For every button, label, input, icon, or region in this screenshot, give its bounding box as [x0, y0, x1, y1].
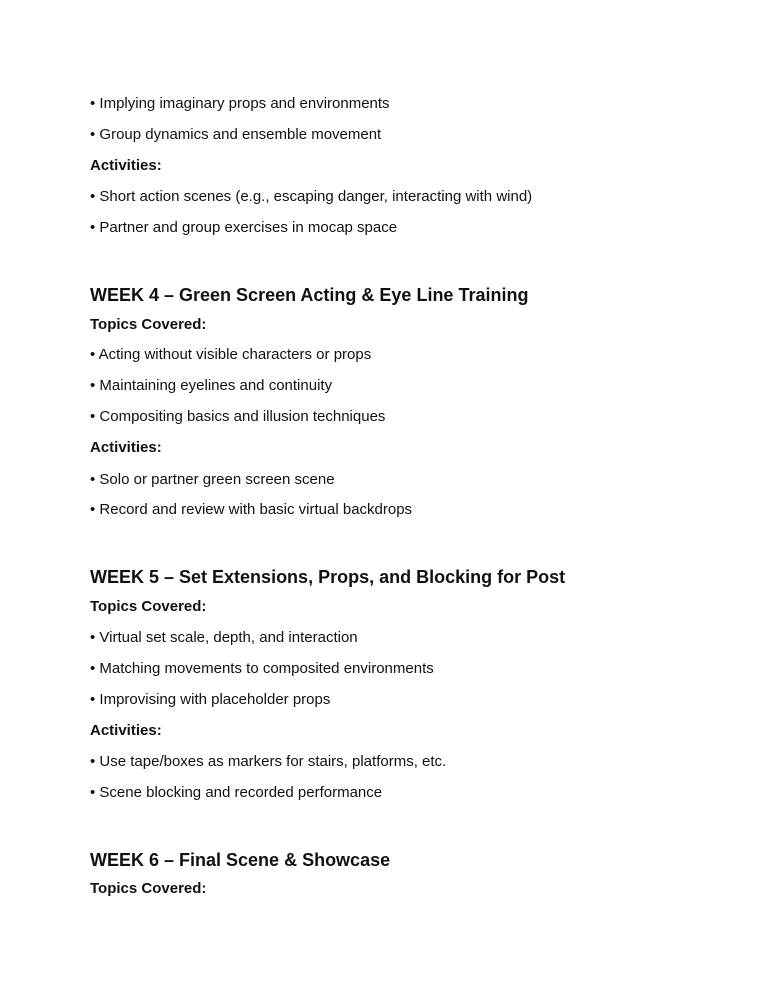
week-6-heading: WEEK 6 – Final Scene & Showcase — [90, 850, 391, 870]
activities-label: Activities: — [90, 157, 162, 174]
activity-bullet: • Record and review with basic virtual backdrops — [90, 501, 413, 518]
topic-bullet: • Implying imaginary props and environments — [90, 95, 390, 112]
topics-label: Topics Covered: — [90, 880, 207, 897]
topic-bullet: • Maintaining eyelines and continuity — [90, 377, 333, 394]
week-4-heading: WEEK 4 – Green Screen Acting & Eye Line Training — [90, 285, 529, 305]
activity-bullet: • Use tape/boxes as markers for stairs, platforms, etc. — [90, 753, 447, 770]
topics-label: Topics Covered: — [90, 598, 207, 615]
topics-label: Topics Covered: — [90, 316, 207, 333]
activity-bullet: • Solo or partner green screen scene — [90, 471, 335, 488]
topic-bullet: • Acting without visible characters or props — [90, 346, 372, 363]
activities-label: Activities: — [90, 439, 162, 456]
activity-bullet: • Short action scenes (e.g., escaping danger, interacting with wind) — [90, 188, 533, 205]
topic-bullet: • Compositing basics and illusion techniques — [90, 408, 386, 425]
topic-bullet: • Virtual set scale, depth, and interaction — [90, 629, 358, 646]
topic-bullet: • Improvising with placeholder props — [90, 691, 331, 708]
week-5-heading: WEEK 5 – Set Extensions, Props, and Blocking for Post — [90, 567, 566, 587]
activity-bullet: • Scene blocking and recorded performance — [90, 784, 383, 801]
topic-bullet: • Matching movements to composited environments — [90, 660, 434, 677]
activity-bullet: • Partner and group exercises in mocap space — [90, 219, 398, 236]
topic-bullet: • Group dynamics and ensemble movement — [90, 126, 382, 143]
activities-label: Activities: — [90, 722, 162, 739]
